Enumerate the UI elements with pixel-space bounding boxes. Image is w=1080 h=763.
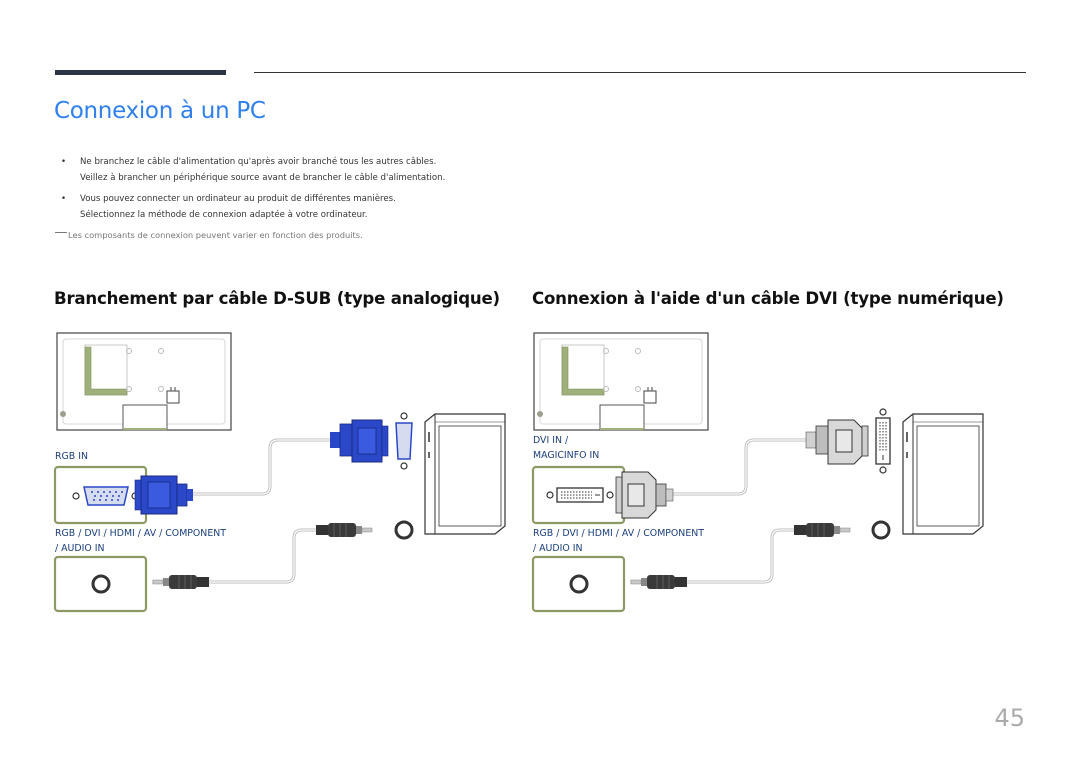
vga-port-pc [396, 413, 412, 469]
audio-plug-pc [794, 523, 850, 537]
section-title-dsub: Branchement par câble D-SUB (type analogique) [54, 289, 500, 308]
note-text: Les composants de connexion peuvent varier en fonction des produits. [68, 230, 363, 240]
port-label-dvi-in [533, 433, 599, 463]
port-label-line: DVI IN / [533, 435, 569, 446]
page-number: 45 [994, 704, 1025, 732]
section-title-dvi: Connexion à l'aide d'un câble DVI (type numérique) [532, 289, 1004, 308]
port-label-line: / AUDIO IN [533, 543, 583, 554]
dvi-port-pc [876, 409, 890, 473]
audio-plug-monitor [153, 575, 209, 589]
bullet-line: Sélectionnez la méthode de connexion adaptée à votre ordinateur. [80, 210, 368, 220]
port-label-audio-in [533, 526, 704, 556]
bullet-line: Ne branchez le câble d'alimentation qu'après avoir branché tous les autres câbles. [80, 157, 437, 167]
audio-plug-pc [316, 523, 372, 537]
port-label-line: MAGICINFO IN [533, 450, 600, 461]
bullet-line: Vous pouvez connecter un ordinateur au produit de différentes manières. [80, 194, 396, 204]
port-label-line: / AUDIO IN [55, 543, 105, 554]
audio-plug-monitor [631, 575, 687, 589]
vga-plug-monitor [135, 476, 193, 514]
monitor-rear-panel [57, 333, 231, 430]
port-label-rgb-in: RGB IN [55, 451, 88, 462]
dvi-plug-monitor [616, 472, 673, 518]
dvi-plug-pc [806, 420, 868, 464]
bullet-dot: • [61, 157, 67, 167]
bullet-dot: • [61, 194, 67, 204]
vga-plug-pc [330, 420, 388, 462]
monitor-rear-panel [534, 333, 708, 430]
port-label-line: RGB / DVI / HDMI / AV / COMPONENT [533, 528, 704, 539]
bullet-line: Veillez à brancher un périphérique source avant de brancher le câble d'alimentation. [80, 173, 446, 183]
pc-tower [903, 414, 983, 534]
port-label-audio-in [55, 526, 226, 556]
port-label-line: RGB / DVI / HDMI / AV / COMPONENT [55, 528, 226, 539]
page-title: Connexion à un PC [54, 98, 266, 124]
pc-tower [425, 414, 505, 534]
